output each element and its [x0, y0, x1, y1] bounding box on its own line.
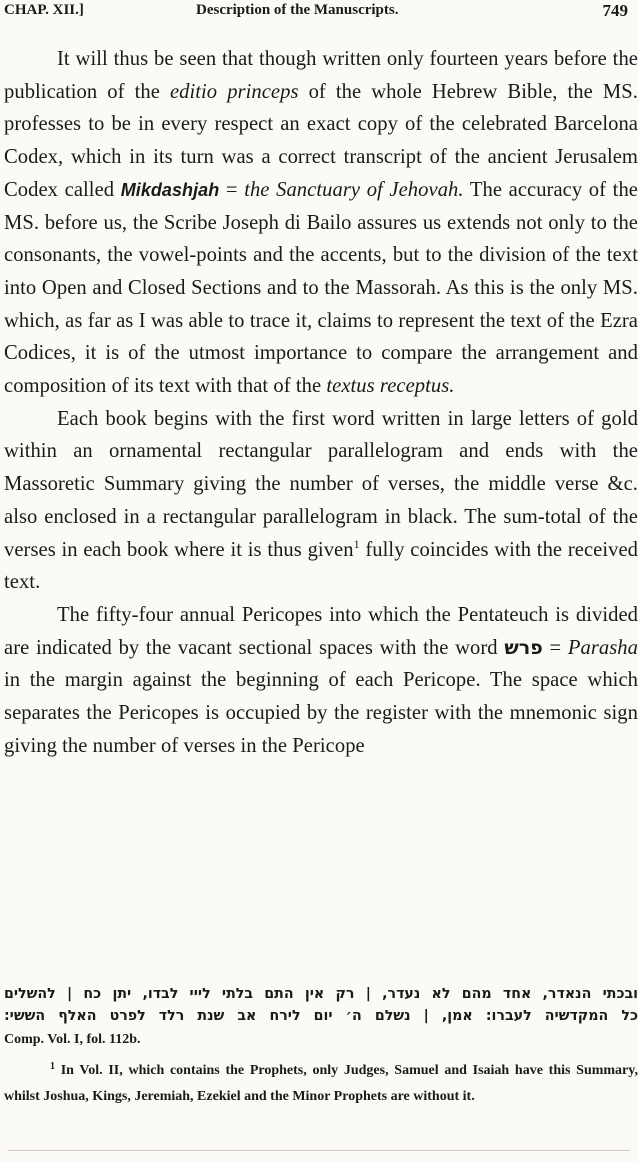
- footnote-mark: 1: [50, 1061, 55, 1072]
- paragraph-3: [4, 599, 638, 763]
- comp-reference: Comp. Vol. I, fol. 112b.: [4, 1032, 141, 1047]
- textus-receptus-term: textus receptus.: [326, 375, 455, 398]
- equals-sign: =: [542, 636, 568, 659]
- hebrew-colophon-line-2: כל המקדשיה לעברו: אמן, | נשלם ה׳ יום לירח אב שנת רלד לפרט האלף הששי:: [4, 1008, 638, 1024]
- text-run: The accuracy of the MS. before us, the Scribe Joseph di Bailo assures us extends not only to the consonants, the vowel-points and the accents, but to the division of the text into Open and Closed Sections and to the Massorah. As this is the only MS. which, as far as I was able to trace it, claims to represent the text of the Ezra Codices, it is of the utmost importance to compare the arrangement and composition of its text with that of the: [4, 178, 638, 398]
- footnote-ref: 1: [353, 536, 360, 551]
- paragraph-1: [4, 43, 638, 403]
- mikdashjah-term: Mikdashjah: [120, 179, 220, 200]
- running-header: [4, 2, 628, 26]
- paragraph-2: [4, 403, 638, 599]
- chapter-label: CHAP. XII.]: [4, 2, 84, 18]
- running-title: Description of the Manuscripts.: [196, 2, 399, 18]
- text-run: of the whole Hebrew Bible, the MS. professes to be in every respect an exact copy of the celebrated Barcelona Codex, which in its turn was a correct transcript of the ancient Jerusalem Codex called: [4, 80, 638, 201]
- bottom-divider: [8, 1150, 630, 1151]
- editio-princeps-term: editio princeps: [169, 80, 299, 103]
- equals-sign: =: [219, 178, 245, 201]
- footnote-1: [4, 1054, 638, 1109]
- sanctuary-gloss: the Sanctuary of Jehovah.: [244, 178, 464, 201]
- text-run: The fifty-four annual Pericopes into which the Pentateuch is divided are indicated by the vacant sectional spaces with the word: [4, 603, 638, 659]
- parasha-hebrew-word: פרש: [504, 636, 543, 659]
- text-run: in the margin against the beginning of each Pericope. The space which separates the Pericopes is occupied by the register with the mnemonic sign giving the number of verses in the Pericope: [4, 669, 638, 757]
- hebrew-colophon-line-1: ובכתי הנאדר, אחד מהם לא נעדר, | רק אין התם בלתי לייי לבדו, יתן כח | להשלים: [4, 986, 638, 1002]
- page-number: 749: [602, 1, 628, 20]
- notes-section: [4, 983, 638, 1109]
- main-text: [4, 43, 638, 762]
- text-run: fully coincides with the received text.: [4, 538, 638, 594]
- text-run: Each book begins with the first word written in large letters of gold within an ornamental rectangular parallelogram and ends with the Massoretic Summary giving the number of verses, the middle verse &c. also enclosed in a rectangular parallelogram in black. The sum-total of the verses in each book where it is thus given: [4, 407, 638, 561]
- text-run: It will thus be seen that though written only fourteen years before the publication of the: [4, 48, 638, 103]
- parasha-term: Parasha: [567, 636, 638, 659]
- footnote-text: In Vol. II, which contains the Prophets, only Judges, Samuel and Isaiah have this Summary, whilst Joshua, Kings, Jeremiah, Ezekiel and the Minor Prophets are without it.: [4, 1063, 638, 1104]
